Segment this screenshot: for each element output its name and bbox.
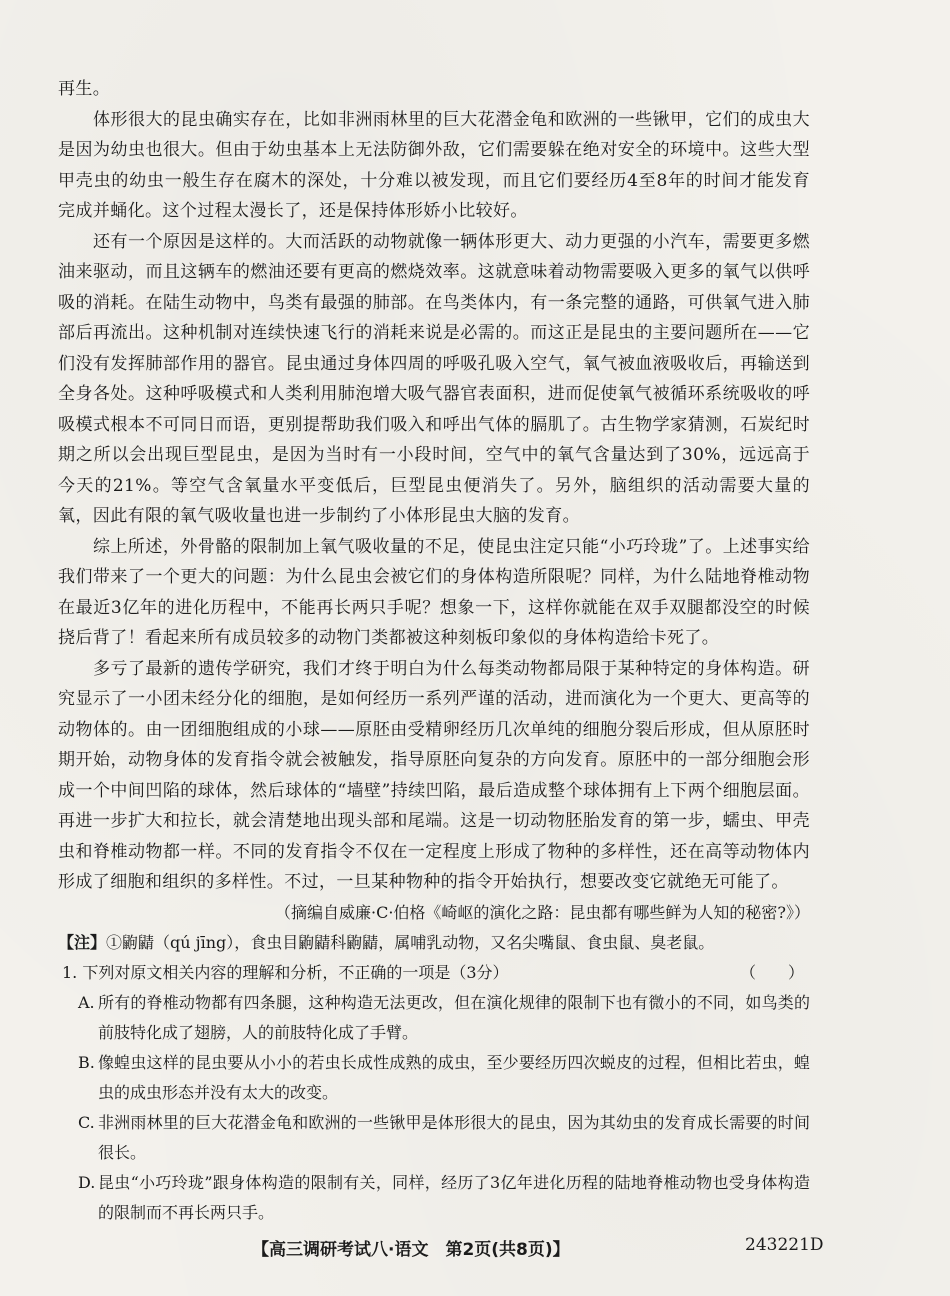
question-stem: 1. 下列对原文相关内容的理解和分析，不正确的一项是（3分） — [62, 962, 509, 982]
footnote — [58, 928, 810, 958]
option-letter: D. — [78, 1172, 96, 1192]
footnote-tag: 【注】 — [58, 932, 107, 952]
option-text: 所有的脊椎动物都有四条腿，这种构造无法更改，但在演化规律的限制下也有微小的不同，如鸟类的前肢特化成了翅膀，人的前肢特化成了手臂。 — [98, 992, 810, 1042]
option-b — [58, 1048, 810, 1108]
option-letter: A. — [78, 992, 95, 1012]
option-a — [58, 988, 810, 1048]
option-letter: C. — [78, 1112, 95, 1132]
option-text: 昆虫“小巧玲珑”跟身体构造的限制有关，同样，经历了3亿年进化历程的陆地脊椎动物也受身体构造的限制而不再长两只手。 — [98, 1172, 810, 1222]
answer-bracket: （ ） — [739, 962, 804, 982]
option-c — [58, 1108, 810, 1168]
question-stem-row — [58, 958, 810, 988]
exam-code: 243221D — [745, 1235, 824, 1255]
paragraph: 多亏了最新的遗传学研究，我们才终于明白为什么每类动物都局限于某种特定的身体构造。研究显示了一小团未经分化的细胞，是如何经历一系列严谨的活动，进而演化为一个更大、更高等的动物体的。由一团细胞组成的小球——原胚由受精卵经历几次单纯的细胞分裂后形成，但从原胚时期开始，动物身体的发育指令就会被触发，指导原胚向复杂的方向发育。原胚中的一部分细胞会形成一个中间凹陷的球体，然后球体的“墙壁”持续凹陷，最后造成整个球体拥有上下两个细胞层面。再进一步扩大和拉长，就会清楚地出现头部和尾端。这是一切动物胚胎发育的第一步，蠕虫、甲壳虫和脊椎动物都一样。不同的发育指令不仅在一定程度上形成了物种的多样性，还在高等动物体内形成了细胞和组织的多样性。不过，一旦某种物种的指令开始执行，想要改变它就绝无可能了。 — [58, 658, 810, 892]
paragraph: 综上所述，外骨骼的限制加上氧气吸收量的不足，使昆虫注定只能“小巧玲珑”了。上述事实给我们带来了一个更大的问题：为什么昆虫会被它们的身体构造所限呢？同样，为什么陆地脊椎动物在最近3亿年的进化历程中，不能再长两只手呢？想象一下，这样你就能在双手双腿都没空的时候挠后背了！看起来所有成员较多的动物门类都被这种刻板印象似的身体构造给卡死了。 — [58, 536, 810, 648]
paragraph: 还有一个原因是这样的。大而活跃的动物就像一辆体形更大、动力更强的小汽车，需要更多燃油来驱动，而且这辆车的燃油还要有更高的燃烧效率。这就意味着动物需要吸入更多的氧气以供呼吸的消耗。在陆生动物中，鸟类有最强的肺部。在鸟类体内，有一条完整的通路，可供氧气进入肺部后再流出。这种机制对连续快速飞行的消耗来说是必需的。而这正是昆虫的主要问题所在——它们没有发挥肺部作用的器官。昆虫通过身体四周的呼吸孔吸入空气，氧气被血液吸收后，再输送到全身各处。这种呼吸模式和人类利用肺泡增大吸气器官表面积，进而促使氧气被循环系统吸收的呼吸模式根本不可同日而语，更别提帮助我们吸入和呼出气体的膈肌了。古生物学家猜测，石炭纪时期之所以会出现巨型昆虫，是因为当时有一小段时间，空气中的氧气含量达到了30%，远远高于今天的21%。等空气含氧量水平变低后，巨型昆虫便消失了。另外，脑组织的活动需要大量的氧，因此有限的氧气吸收量也进一步制约了小体形昆虫大脑的发育。 — [58, 231, 810, 526]
footnote-text: ①鼩鼱（qú jīng），食虫目鼩鼱科鼩鼱，属哺乳动物，又名尖嘴鼠、食虫鼠、臭老鼠。 — [106, 932, 715, 952]
option-letter: B. — [78, 1052, 95, 1072]
paragraph: 体形很大的昆虫确实存在，比如非洲雨林里的巨大花潜金龟和欧洲的一些锹甲，它们的成虫大是因为幼虫也很大。但由于幼虫基本上无法防御外敌，它们需要躲在绝对安全的环境中。这些大型甲壳虫的幼虫一般生存在腐木的深处，十分难以被发现，而且它们要经历4至8年的时间才能发育完成并蛹化。这个过程太漫长了，还是保持体形娇小比较好。 — [58, 109, 810, 221]
option-text: 非洲雨林里的巨大花潜金龟和欧洲的一些锹甲是体形很大的昆虫，因为其幼虫的发育成长需要的时间很长。 — [98, 1112, 810, 1162]
page-footer — [0, 1235, 950, 1265]
source-citation: （摘编自威廉·C·伯格《崎岖的演化之路：昆虫都有哪些鲜为人知的秘密?》） — [275, 902, 810, 922]
article-body — [58, 74, 810, 898]
option-text: 像蝗虫这样的昆虫要从小小的若虫长成性成熟的成虫，至少要经历四次蜕皮的过程，但相比若虫，蝗虫的成虫形态并没有太大的改变。 — [98, 1052, 810, 1102]
question-1 — [58, 958, 810, 1228]
option-d — [58, 1168, 810, 1228]
paragraph: 再生。 — [58, 79, 111, 99]
exam-title: 【高三调研考试八·语文 第2页(共8页)】 — [252, 1240, 570, 1260]
